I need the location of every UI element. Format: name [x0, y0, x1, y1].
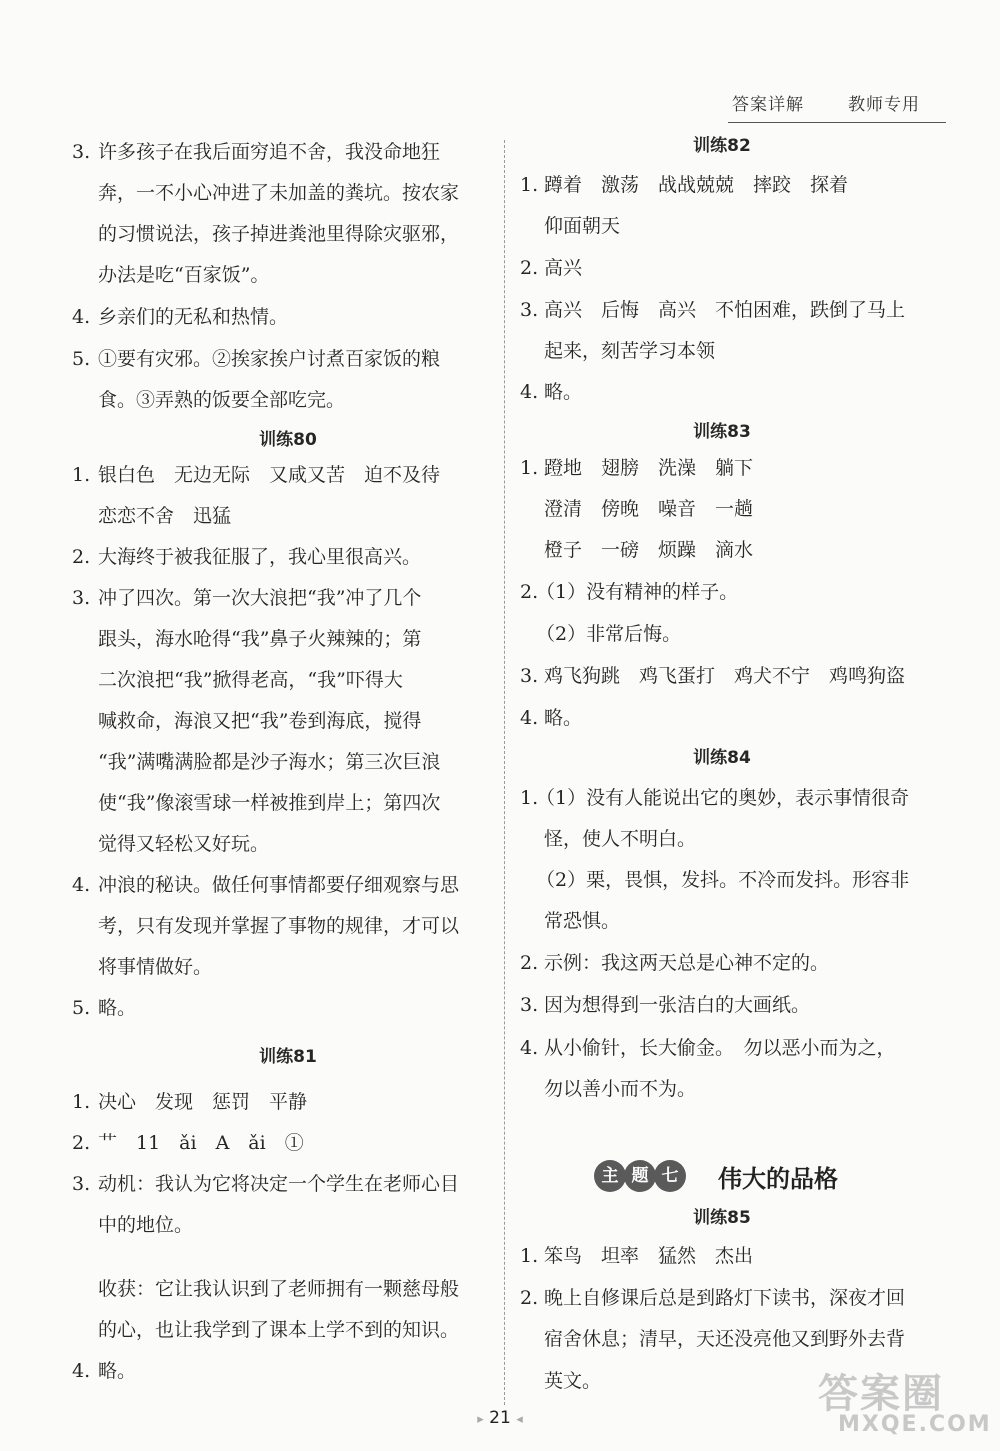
item-number: 2.: [520, 581, 539, 603]
theme-badge-char: 主: [594, 1160, 626, 1192]
item-number: 1.: [520, 457, 539, 479]
header-answer-label: 答案详解: [732, 95, 804, 115]
item-number: 2.: [520, 1287, 539, 1309]
theme-title: 伟大的品格: [718, 1165, 838, 1193]
answer-line: 高兴 后悔 高兴 不怕困难，跌倒了马上: [544, 299, 906, 321]
answer-line: 恋恋不舍 迅猛: [98, 505, 232, 527]
item-number: 4.: [72, 306, 91, 328]
item-number: 2.: [72, 546, 91, 568]
theme-badge-char: 题: [624, 1160, 656, 1192]
item-number: 5.: [72, 348, 91, 370]
answer-line: 考，只有发现并掌握了事物的规律，才可以: [98, 915, 460, 937]
answer-line: 高兴: [544, 257, 583, 279]
answer-line: 办法是吃“百家饭”。: [98, 264, 270, 286]
answer-line: 笨鸟 坦率 猛然 杰出: [544, 1245, 754, 1267]
section-title-84: 训练84: [693, 748, 751, 768]
answer-line: 勿以善小而不为。: [544, 1078, 697, 1100]
answer-line: 艹 11 ǎi A ǎi ①: [98, 1132, 304, 1154]
item-number: 4.: [72, 874, 91, 896]
answer-line: 澄清 傍晚 噪音 一趟: [544, 498, 754, 520]
answer-line: 的习惯说法，孩子掉进粪池里得除灾驱邪，: [98, 223, 460, 245]
answer-line: 从小偷针，长大偷金。 勿以恶小而为之，: [544, 1037, 896, 1059]
watermark-logo: [818, 1362, 992, 1442]
answer-line: （2）非常后悔。: [536, 623, 682, 645]
section-title-85: 训练85: [693, 1208, 751, 1228]
item-number: 2.: [520, 952, 539, 974]
page-header: [728, 90, 946, 116]
answer-line: （1）没有人能说出它的奥妙，表示事情很奇: [536, 787, 910, 809]
section-title-80: 训练80: [259, 430, 317, 450]
answer-line: 决心 发现 惩罚 平静: [98, 1091, 308, 1113]
chevron-right-icon: ▸: [477, 1412, 484, 1427]
chevron-left-icon: ◂: [516, 1412, 523, 1427]
theme-badge-char: 七: [654, 1160, 686, 1192]
answer-line: 因为想得到一张洁白的大画纸。: [544, 994, 811, 1016]
answer-line: 跟头，海水呛得“我”鼻子火辣辣的；第: [98, 628, 422, 650]
answer-line: 喊救命，海浪又把“我”卷到海底，搅得: [98, 710, 422, 732]
answer-line: 收获：它让我认识到了老师拥有一颗慈母般: [98, 1278, 460, 1300]
answer-line: 晚上自修课后总是到路灯下读书，深夜才回: [544, 1287, 906, 1309]
answer-line: 冲浪的秘诀。做任何事情都要仔细观察与思: [98, 874, 460, 896]
column-divider: [504, 140, 505, 1405]
item-number: 3.: [520, 994, 539, 1016]
item-number: 3.: [72, 1173, 91, 1195]
section-title-82: 训练82: [693, 136, 751, 156]
answer-line: （1）没有精神的样子。: [536, 581, 739, 603]
answer-line: 略。: [544, 381, 583, 403]
answer-line: 中的地位。: [98, 1214, 194, 1236]
answer-line: 动机：我认为它将决定一个学生在老师心目: [98, 1173, 460, 1195]
answer-line: 常恐惧。: [544, 910, 621, 932]
page-number: [470, 1408, 530, 1428]
answer-line: 怪，使人不明白。: [544, 828, 697, 850]
section-title-81: 训练81: [259, 1047, 317, 1067]
answer-line: 蹬地 翅膀 洗澡 躺下: [544, 457, 754, 479]
item-number: 4.: [72, 1360, 91, 1382]
answer-line: 将事情做好。: [98, 956, 213, 978]
answer-line: （2）栗，畏惧，发抖。不冷而发抖。形容非: [536, 869, 910, 891]
answer-line: 略。: [544, 707, 583, 729]
item-number: 2.: [72, 1132, 91, 1154]
answer-line: 觉得又轻松又好玩。: [98, 833, 270, 855]
item-number: 4.: [520, 707, 539, 729]
answer-line: 仰面朝天: [544, 215, 621, 237]
answer-line: 冲了四次。第一次大浪把“我”冲了几个: [98, 587, 422, 609]
watermark-url: MXQE.COM: [838, 1412, 992, 1437]
item-number: 5.: [72, 997, 91, 1019]
item-number: 4.: [520, 381, 539, 403]
answer-line: 二次浪把“我”掀得老高，“我”吓得大: [98, 669, 403, 691]
item-number: 1.: [520, 1245, 539, 1267]
page-number-value: 21: [489, 1408, 511, 1428]
item-number: 2.: [520, 257, 539, 279]
answer-line: 的心，也让我学到了课本上学不到的知识。: [98, 1319, 460, 1341]
answer-line: 银白色 无边无际 又咸又苦 迫不及待: [98, 464, 441, 486]
section-title-83: 训练83: [693, 422, 751, 442]
watermark-text: 答案圈: [818, 1371, 944, 1417]
header-teacher-label: 教师专用: [848, 95, 920, 115]
item-number: 1.: [72, 1091, 91, 1113]
answer-line: 食。③弄熟的饭要全部吃完。: [98, 389, 346, 411]
answer-line: 乡亲们的无私和热情。: [98, 306, 289, 328]
answer-line: 奔，一不小心冲进了未加盖的粪坑。按农家: [98, 182, 460, 204]
item-number: 3.: [72, 587, 91, 609]
answer-line: 橙子 一磅 烦躁 滴水: [544, 539, 754, 561]
answer-line: 使“我”像滚雪球一样被推到岸上；第四次: [98, 792, 441, 814]
item-number: 1.: [520, 174, 539, 196]
item-number: 3.: [72, 141, 91, 163]
answer-line: 略。: [98, 1360, 137, 1382]
answer-line: 鸡飞狗跳 鸡飞蛋打 鸡犬不宁 鸡鸣狗盗: [544, 665, 906, 687]
answer-line: ①要有灾邪。②挨家挨户讨煮百家饭的粮: [98, 348, 441, 370]
answer-line: 略。: [98, 997, 137, 1019]
answer-line: “我”满嘴满脸都是沙子海水；第三次巨浪: [98, 751, 441, 773]
item-number: 1.: [520, 787, 539, 809]
answer-line: 宿舍休息；清早，天还没亮他又到野外去背: [544, 1328, 906, 1350]
header-rule: [728, 122, 946, 123]
answer-line: 示例：我这两天总是心神不定的。: [544, 952, 830, 974]
item-number: 3.: [520, 299, 539, 321]
answer-line: 起来，刻苦学习本领: [544, 340, 716, 362]
answer-line: 蹲着 激荡 战战兢兢 摔跤 探着: [544, 174, 849, 196]
item-number: 1.: [72, 464, 91, 486]
answer-line: 英文。: [544, 1370, 602, 1392]
answer-line: 许多孩子在我后面穷追不舍，我没命地狂: [98, 141, 441, 163]
answer-line: 大海终于被我征服了，我心里很高兴。: [98, 546, 422, 568]
item-number: 3.: [520, 665, 539, 687]
item-number: 4.: [520, 1037, 539, 1059]
